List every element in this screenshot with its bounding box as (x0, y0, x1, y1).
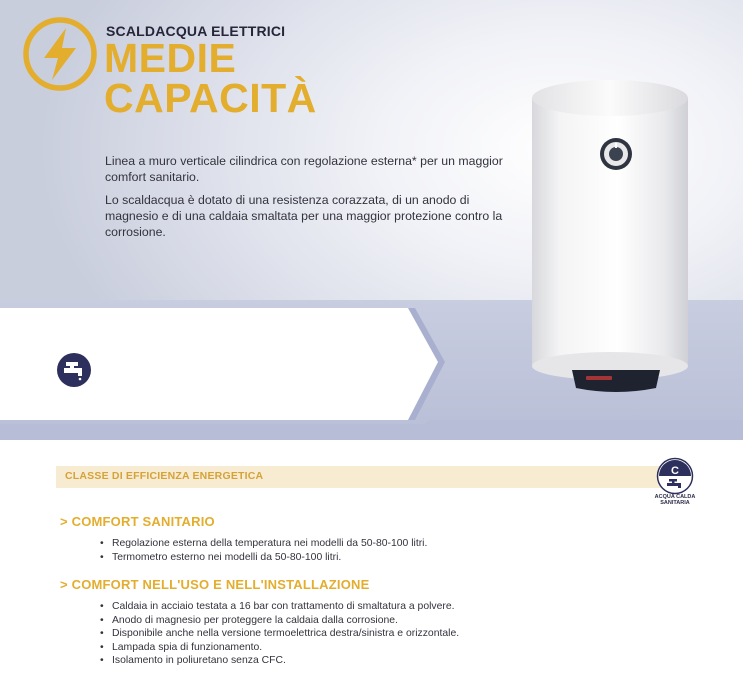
description-paragraph-2: Lo scaldacqua è dotato di una resistenza corazzata, di un anodo di magnesio e di una caldaia smaltata per una maggior protezione contro la corrosione. (105, 193, 503, 239)
energy-class-caption (640, 494, 710, 506)
energy-class-badge (656, 457, 694, 495)
comfort-sanitario-list (100, 537, 427, 564)
energy-efficiency-label: CLASSE DI EFFICIENZA ENERGETICA (65, 470, 264, 482)
description-paragraph-1: Linea a muro verticale cilindrica con regolazione esterna* per un maggior comfort sanitario. (105, 154, 503, 184)
caption-line-1: ACQUA CALDA (654, 494, 696, 500)
section-title-comfort-uso: > COMFORT NELL'USO E NELL'INSTALLAZIONE (60, 577, 370, 592)
list-item: • Caldaia in acciaio testata a 16 bar con trattamento di smaltatura a polvere. (100, 600, 459, 614)
energy-class-letter: C (671, 465, 679, 477)
title-line-1: MEDIE (104, 35, 237, 81)
section-title-comfort-sanitario: > COMFORT SANITARIO (60, 514, 215, 529)
list-item: • Regolazione esterna della temperatura nei modelli da 50-80-100 litri. (100, 537, 427, 551)
description (105, 153, 505, 247)
caption-line-2: SANITARIA (660, 500, 690, 506)
comfort-uso-list (100, 600, 459, 668)
list-item: • Anodo di magnesio per proteggere la caldaia dalla corrosione. (100, 614, 459, 628)
page-title (104, 35, 317, 121)
list-item: • Isolamento in poliuretano senza CFC. (100, 654, 459, 668)
energy-efficiency-bar (56, 466, 686, 488)
water-heater-image (520, 70, 700, 400)
list-item: • Disponibile anche nella versione termoelettrica destra/sinistra e orizzontale. (100, 627, 459, 641)
list-item: • Termometro esterno nei modelli da 50-80-100 litri. (100, 551, 427, 565)
product-category: SCALDACQUA ELETTRICI (106, 23, 286, 39)
water-tap-icon (56, 352, 92, 388)
title-line-2: CAPACITÀ (104, 75, 317, 121)
lightning-bolt-icon (20, 14, 100, 94)
list-item: • Lampada spia di funzionamento. (100, 641, 459, 655)
